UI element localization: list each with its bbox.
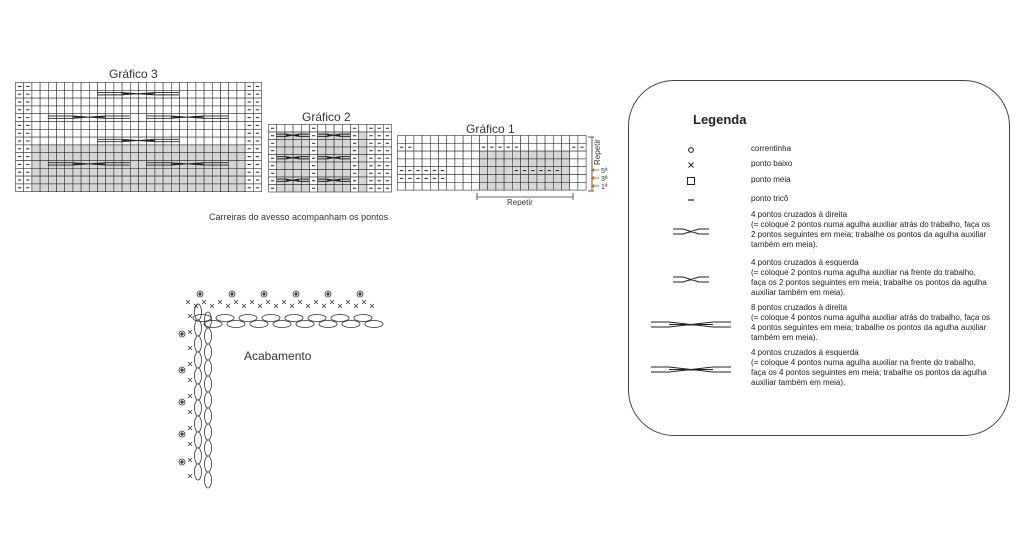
grafico1-title: Gráfico 1 (466, 122, 515, 136)
acabamento-diagram (170, 282, 400, 498)
cross-icon (649, 158, 733, 172)
legend-title: Legenda (693, 112, 747, 127)
square-icon (649, 174, 733, 188)
dash-icon (649, 193, 733, 207)
row-label-1: 1ª (601, 184, 608, 191)
cable-8-left-icon (649, 363, 733, 377)
chart-caption: Carreiras do avesso acompanham os pontos (209, 212, 389, 222)
row-label-3: 3ª (601, 176, 608, 183)
grafico2-title: Gráfico 2 (302, 110, 351, 124)
grafico1-repeat-label: Repetir (507, 198, 533, 207)
cable-8-right-icon (649, 318, 733, 332)
cable-4-right-icon (649, 225, 733, 239)
row-label-5: 5ª (601, 168, 608, 175)
circle-icon (649, 143, 733, 157)
side-repeat-label: Repetir (593, 139, 602, 165)
grafico1-chart (397, 135, 615, 205)
grafico3-chart (15, 82, 263, 194)
grafico3-title: Gráfico 3 (109, 67, 158, 81)
grafico2-chart (268, 124, 394, 194)
cable-4-left-icon (649, 273, 733, 287)
legend-box: Legenda correntinha ponto baixo ponto meia ponto tricô 4 pontos cruzados à direita (= coloque 2 pontos numa agulha auxiliar atrás do trabalho, faça os 2 pontos seguintes em meia; trabalhe os pontos da agulha auxiliar também em meia). 4 pontos cruzados à esquerda (= coloque 2 pontos numa agulha auxiliar na frente do trabalho, faça os 2 pontos seguintes em meia; trabalhe os pontos da agulha auxiliar também em meia). 8 pontos cruzados à direita (= coloque 4 pontos numa agulha auxiliar atrás do trabalho, faça os 4 pontos seguintes em meia; trabalhe os pontos da agulha auxiliar também em meia). 4 pontos cruzados à esquerda (= coloque 4 pontos numa agulha auxiliar na frente do trabalho, faça os 4 pontos seguintes em meia; trabalhe os pontos da agulha auxiliar também em meia). (628, 80, 1010, 436)
acabamento-label: Acabamento (244, 349, 312, 363)
